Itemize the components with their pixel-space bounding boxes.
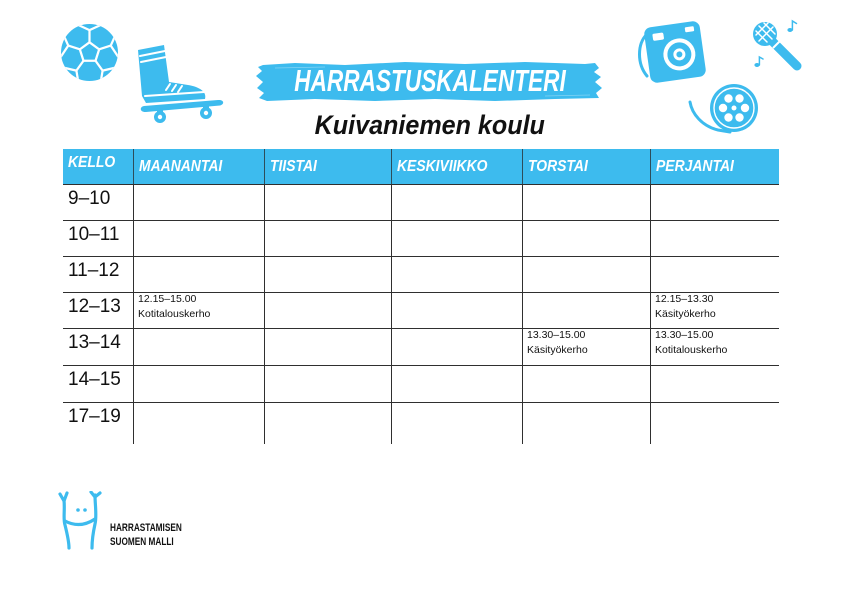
schedule-cell-maanantai	[133, 256, 264, 292]
schedule-cell-tiistai	[264, 184, 391, 220]
school-name: Kuivaniemen koulu	[314, 109, 546, 140]
harrastamisen-suomen-malli-logo-icon	[57, 491, 103, 551]
schedule-cell-keskiviikko	[391, 292, 522, 328]
schedule-cell-torstai	[522, 292, 650, 328]
schedule-cell-perjantai	[650, 292, 779, 328]
schedule-cell-perjantai	[650, 184, 779, 220]
schedule-cell-perjantai	[650, 220, 779, 256]
schedule-cell-keskiviikko	[391, 220, 522, 256]
header-label: TORSTAI	[528, 157, 588, 175]
schedule-cell-tiistai	[264, 256, 391, 292]
schedule-cell-keskiviikko	[391, 184, 522, 220]
activity-entry	[138, 292, 264, 322]
schedule-cell-tiistai	[264, 220, 391, 256]
time-slot	[63, 402, 133, 444]
schedule-cell-torstai	[522, 256, 650, 292]
schedule-cell-maanantai	[133, 184, 264, 220]
schedule-cell-perjantai	[650, 328, 779, 365]
time-range-label: 10–11	[68, 224, 120, 245]
soccer-ball-icon	[60, 23, 119, 82]
time-slot	[63, 328, 133, 365]
schedule-cell-maanantai	[133, 365, 264, 402]
logo-text-line-1: HARRASTAMISEN	[110, 522, 182, 534]
microphone-icon	[750, 17, 806, 73]
time-slot	[63, 220, 133, 256]
time-range-label: 12–13	[68, 296, 121, 317]
time-range-label: 9–10	[68, 188, 111, 209]
activity-time: 13.30–15.00	[655, 329, 714, 341]
schedule-cell-torstai	[522, 184, 650, 220]
time-slot	[63, 256, 133, 292]
header-label: KESKIVIIKKO	[397, 157, 488, 175]
activity-entry	[655, 292, 779, 322]
schedule-cell-keskiviikko	[391, 402, 522, 444]
time-range-label: 11–12	[68, 260, 120, 281]
schedule-cell-torstai	[522, 328, 650, 365]
activity-entry	[527, 328, 650, 358]
camera-icon	[633, 14, 709, 86]
schedule-cell-maanantai	[133, 328, 264, 365]
schedule-cell-maanantai	[133, 402, 264, 444]
film-reel-icon	[686, 82, 766, 138]
header-label: MAANANTAI	[139, 157, 223, 175]
schedule-cell-tiistai	[264, 328, 391, 365]
header-kello	[63, 149, 133, 184]
activity-name: Käsityökerho	[655, 308, 716, 320]
time-range-label: 13–14	[68, 332, 121, 353]
header-maanantai	[133, 149, 264, 184]
skate-shoe-icon	[132, 42, 226, 126]
time-range-label: 14–15	[68, 369, 121, 390]
schedule-cell-torstai	[522, 402, 650, 444]
activity-name: Käsityökerho	[527, 344, 588, 356]
schedule-cell-torstai	[522, 220, 650, 256]
activity-time: 12.15–13.30	[655, 293, 714, 305]
activity-time: 12.15–15.00	[138, 293, 197, 305]
schedule-cell-tiistai	[264, 292, 391, 328]
header-label: KELLO	[68, 154, 116, 171]
schedule-cell-tiistai	[264, 365, 391, 402]
schedule-cell-keskiviikko	[391, 365, 522, 402]
header-torstai	[522, 149, 650, 184]
schedule-cell-perjantai	[650, 256, 779, 292]
activity-time: 13.30–15.00	[527, 329, 586, 341]
activity-name: Kotitalouskerho	[655, 344, 728, 356]
schedule-cell-tiistai	[264, 402, 391, 444]
schedule-cell-keskiviikko	[391, 256, 522, 292]
header-label: TIISTAI	[270, 157, 317, 175]
title-banner	[255, 58, 605, 104]
schedule-cell-maanantai	[133, 220, 264, 256]
schedule-cell-maanantai	[133, 292, 264, 328]
time-slot	[63, 365, 133, 402]
logo-text-line-2: SUOMEN MALLI	[110, 536, 174, 548]
time-range-label: 17–19	[68, 406, 121, 427]
activity-name: Kotitalouskerho	[138, 308, 211, 320]
hobby-timetable	[63, 149, 779, 444]
header-keskiviikko	[391, 149, 522, 184]
header-perjantai	[650, 149, 779, 184]
header-label: PERJANTAI	[656, 157, 734, 175]
time-slot	[63, 292, 133, 328]
schedule-cell-torstai	[522, 365, 650, 402]
header-tiistai	[264, 149, 391, 184]
schedule-cell-perjantai	[650, 365, 779, 402]
schedule-cell-keskiviikko	[391, 328, 522, 365]
activity-entry	[655, 328, 779, 358]
page-title: HARRASTUSKALENTERI	[294, 63, 566, 98]
schedule-cell-perjantai	[650, 402, 779, 444]
logo-wordmark	[110, 520, 220, 548]
time-slot	[63, 184, 133, 220]
